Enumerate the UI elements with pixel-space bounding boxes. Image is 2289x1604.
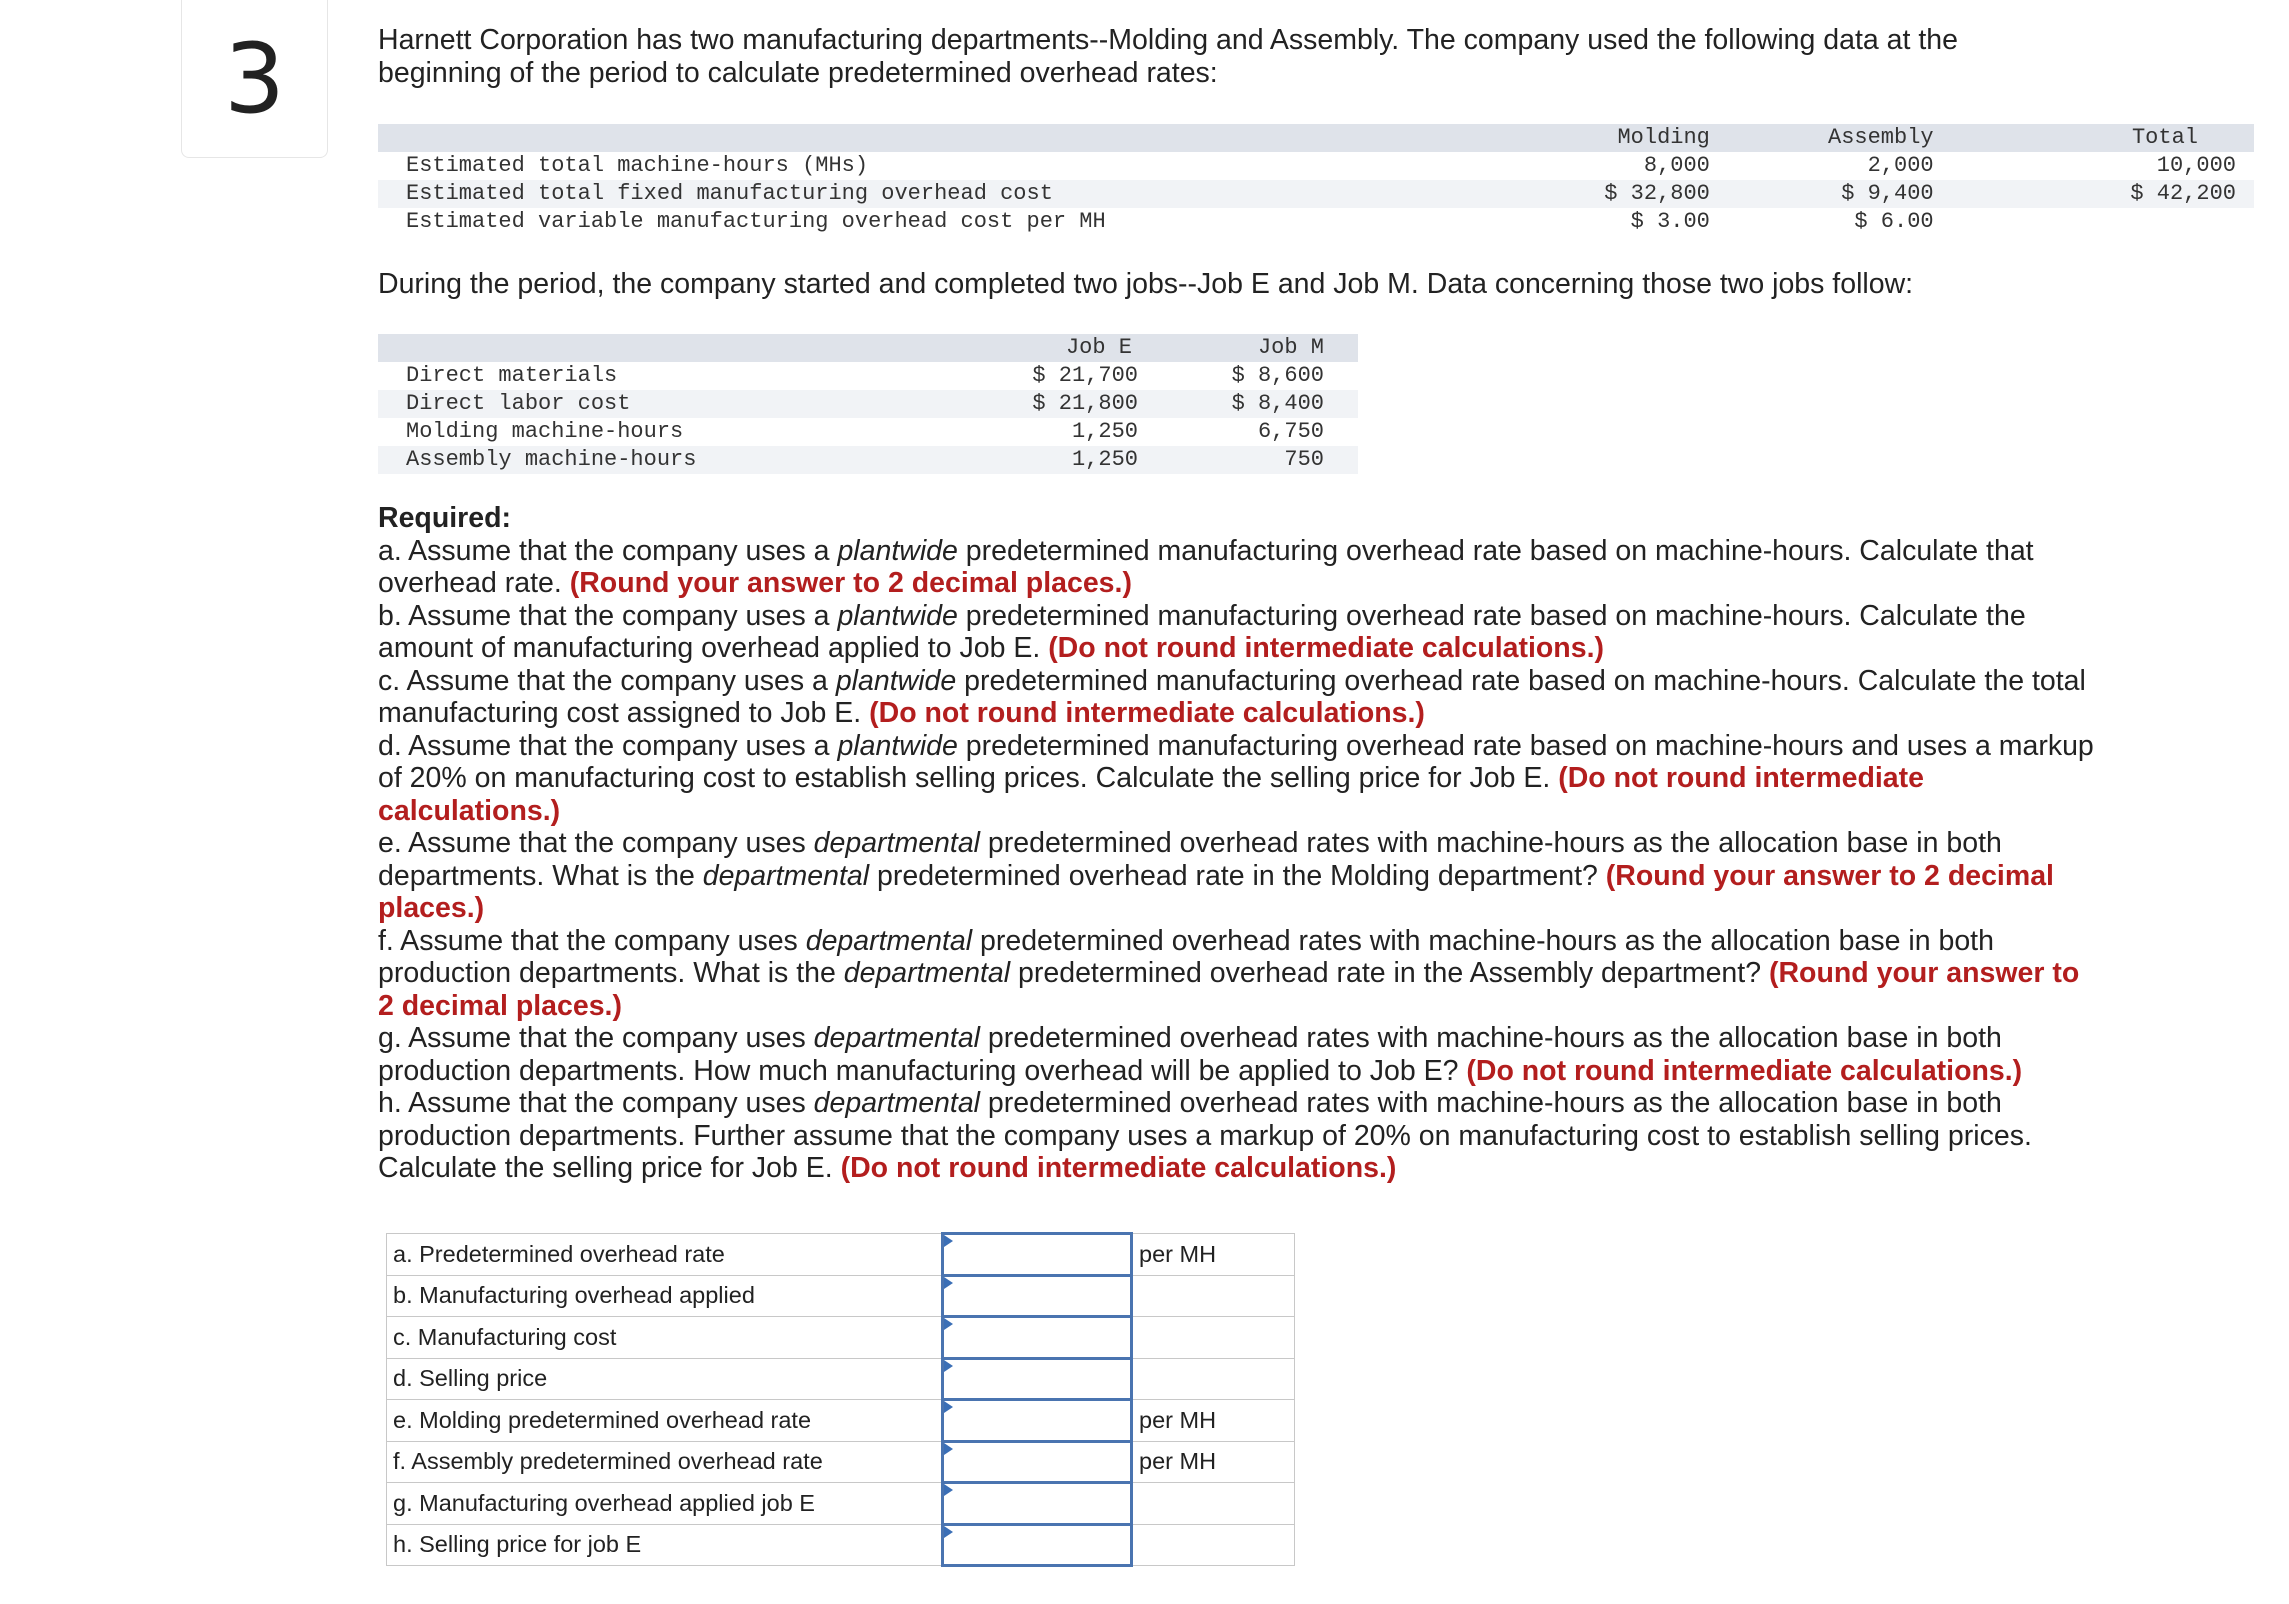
department-table-header	[378, 124, 2254, 152]
table-row	[378, 446, 1358, 474]
input-marker-icon	[944, 1484, 953, 1496]
answer-unit	[1132, 1317, 1295, 1359]
department-table	[378, 124, 2254, 236]
required-item-a: a. Assume that the company uses a plantwide predetermined manufacturing overhead rate based on machine-hours. Calculate that overhead rate. (Round your answer to 2 decimal places.)	[378, 534, 2034, 599]
answer-cell	[943, 1275, 1132, 1317]
molding-value: $ 3.00	[1630, 209, 1710, 234]
question-number-box	[181, 0, 328, 158]
required-item-c: c. Assume that the company uses a plantwide predetermined manufacturing overhead rate based on machine-hours. Calculate the total manufacturing cost assigned to Job E. (Do not round intermediate calculations.)	[378, 664, 2086, 729]
molding-value: $ 32,800	[1303, 180, 1710, 208]
row-label: Direct materials	[406, 363, 618, 388]
answer-unit	[1132, 1358, 1295, 1400]
answer-input-e[interactable]	[944, 1401, 1130, 1440]
answer-row	[387, 1234, 1295, 1276]
job-m-value: 6,750	[1257, 419, 1324, 444]
answer-input-a[interactable]	[944, 1235, 1130, 1274]
answer-label: d. Selling price	[387, 1358, 943, 1400]
required-item-e: e. Assume that the company uses departmental predetermined overhead rates with machine-hours as the allocation base in both departments. What is the departmental predetermined overhead rate in the Molding department? (Round your answer to 2 decimal places.)	[378, 827, 2054, 924]
total-value	[1934, 208, 2254, 236]
answer-cell	[943, 1483, 1132, 1525]
answer-unit: per MH	[1132, 1441, 1295, 1483]
total-header: Total	[1934, 124, 2254, 152]
input-marker-icon	[944, 1360, 953, 1372]
answer-cell	[943, 1400, 1132, 1442]
answer-row	[387, 1483, 1295, 1525]
answer-input-h[interactable]	[944, 1526, 1130, 1565]
intro-text: Harnett Corporation has two manufacturing departments--Molding and Assembly. The company used the following data at the beginning of the period to calculate predetermined overhead rates:	[378, 24, 1958, 89]
assembly-header: Assembly	[1710, 124, 1934, 152]
job-m-value: $ 8,400	[1138, 390, 1358, 418]
table-row	[378, 180, 2254, 208]
required-item-g: g. Assume that the company uses departmental predetermined overhead rates with machine-hours as the allocation base in both production departments. How much manufacturing overhead will be applied to Job E? (Do not round intermediate calculations.)	[378, 1022, 2023, 1087]
input-marker-icon	[944, 1318, 953, 1330]
row-label: Molding machine-hours	[406, 419, 684, 444]
table-row	[378, 390, 1358, 418]
required-section	[378, 502, 2098, 1185]
row-label: Direct labor cost	[378, 390, 998, 418]
answer-row	[387, 1275, 1295, 1317]
answer-cell	[943, 1358, 1132, 1400]
input-marker-icon	[944, 1526, 953, 1538]
input-marker-icon	[944, 1235, 953, 1247]
row-label: Estimated total fixed manufacturing overhead cost	[378, 180, 1303, 208]
job-m-value: $ 8,600	[1231, 363, 1324, 388]
answer-unit: per MH	[1132, 1400, 1295, 1442]
required-heading: Required:	[378, 502, 512, 534]
required-item-d: d. Assume that the company uses a plantwide predetermined manufacturing overhead rate based on machine-hours and uses a markup of 20% on manufacturing cost to establish selling prices. Calculate the selling price for Job E. (Do not round intermediate calculations.)	[378, 729, 2094, 827]
answer-cell	[943, 1441, 1132, 1483]
input-marker-icon	[944, 1277, 953, 1289]
required-item-b: b. Assume that the company uses a plantwide predetermined manufacturing overhead rate based on machine-hours. Calculate the amount of manufacturing overhead applied to Job E. (Do not round intermediate calculations.)	[378, 599, 2026, 664]
answer-row	[387, 1317, 1295, 1359]
answer-cell	[943, 1234, 1132, 1276]
question-number: 3	[223, 22, 286, 135]
molding-value: 8,000	[1643, 153, 1710, 178]
input-marker-icon	[944, 1401, 953, 1413]
table-row	[378, 418, 1358, 446]
answer-row	[387, 1524, 1295, 1566]
job-e-header: Job E	[998, 334, 1138, 362]
answer-unit: per MH	[1132, 1234, 1295, 1276]
input-marker-icon	[944, 1443, 953, 1455]
job-e-value: $ 21,700	[1032, 363, 1138, 388]
answer-unit	[1132, 1524, 1295, 1566]
answer-row	[387, 1400, 1295, 1442]
job-table-header	[378, 334, 1358, 362]
table-row	[378, 152, 2254, 180]
row-label: Estimated total machine-hours (MHs)	[406, 153, 869, 178]
required-item-h: h. Assume that the company uses departmental predetermined overhead rates with machine-hours as the allocation base in both production departments. Further assume that the company uses a markup of 20% on manufacturing cost to establish selling prices. Calculate the selling price for Job E. (Do not round intermediate calculations.)	[378, 1087, 2032, 1184]
row-label: Estimated variable manufacturing overhead cost per MH	[406, 209, 1106, 234]
answer-cell	[943, 1317, 1132, 1359]
assembly-value: $ 9,400	[1710, 180, 1934, 208]
assembly-value: 2,000	[1867, 153, 1934, 178]
job-e-value: 1,250	[1071, 419, 1138, 444]
answer-input-c[interactable]	[944, 1318, 1130, 1357]
answer-input-f[interactable]	[944, 1443, 1130, 1482]
table-row	[378, 362, 1358, 390]
answer-label: b. Manufacturing overhead applied	[387, 1275, 943, 1317]
job-e-value: 1,250	[998, 446, 1138, 474]
total-value: 10,000	[2156, 153, 2236, 178]
answer-unit	[1132, 1483, 1295, 1525]
answer-label: a. Predetermined overhead rate	[387, 1234, 943, 1276]
job-m-header: Job M	[1138, 334, 1358, 362]
answer-label: c. Manufacturing cost	[387, 1317, 943, 1359]
table-row	[378, 208, 2254, 236]
molding-header: Molding	[1303, 124, 1710, 152]
assembly-value: $ 6.00	[1854, 209, 1934, 234]
job-e-value: $ 21,800	[998, 390, 1138, 418]
required-item-f: f. Assume that the company uses departmental predetermined overhead rates with machine-hours as the allocation base in both production departments. What is the departmental predetermined overhead rate in the Assembly department? (Round your answer to 2 decimal places.)	[378, 924, 2080, 1022]
job-table	[378, 334, 1358, 474]
answer-cell	[943, 1524, 1132, 1566]
answer-input-d[interactable]	[944, 1360, 1130, 1399]
answer-row	[387, 1441, 1295, 1483]
answer-table	[386, 1232, 1295, 1567]
job-m-value: 750	[1138, 446, 1358, 474]
row-label: Assembly machine-hours	[378, 446, 998, 474]
answer-label: h. Selling price for job E	[387, 1524, 943, 1566]
answer-label: e. Molding predetermined overhead rate	[387, 1400, 943, 1442]
answer-row	[387, 1358, 1295, 1400]
answer-input-b[interactable]	[944, 1277, 1130, 1316]
jobs-intro-text: During the period, the company started and completed two jobs--Job E and Job M. Data concerning those two jobs follow:	[378, 268, 1914, 300]
total-value: $ 42,200	[1934, 180, 2254, 208]
answer-label: f. Assembly predetermined overhead rate	[387, 1441, 943, 1483]
answer-input-g[interactable]	[944, 1484, 1130, 1523]
answer-unit	[1132, 1275, 1295, 1317]
answer-label: g. Manufacturing overhead applied job E	[387, 1483, 943, 1525]
